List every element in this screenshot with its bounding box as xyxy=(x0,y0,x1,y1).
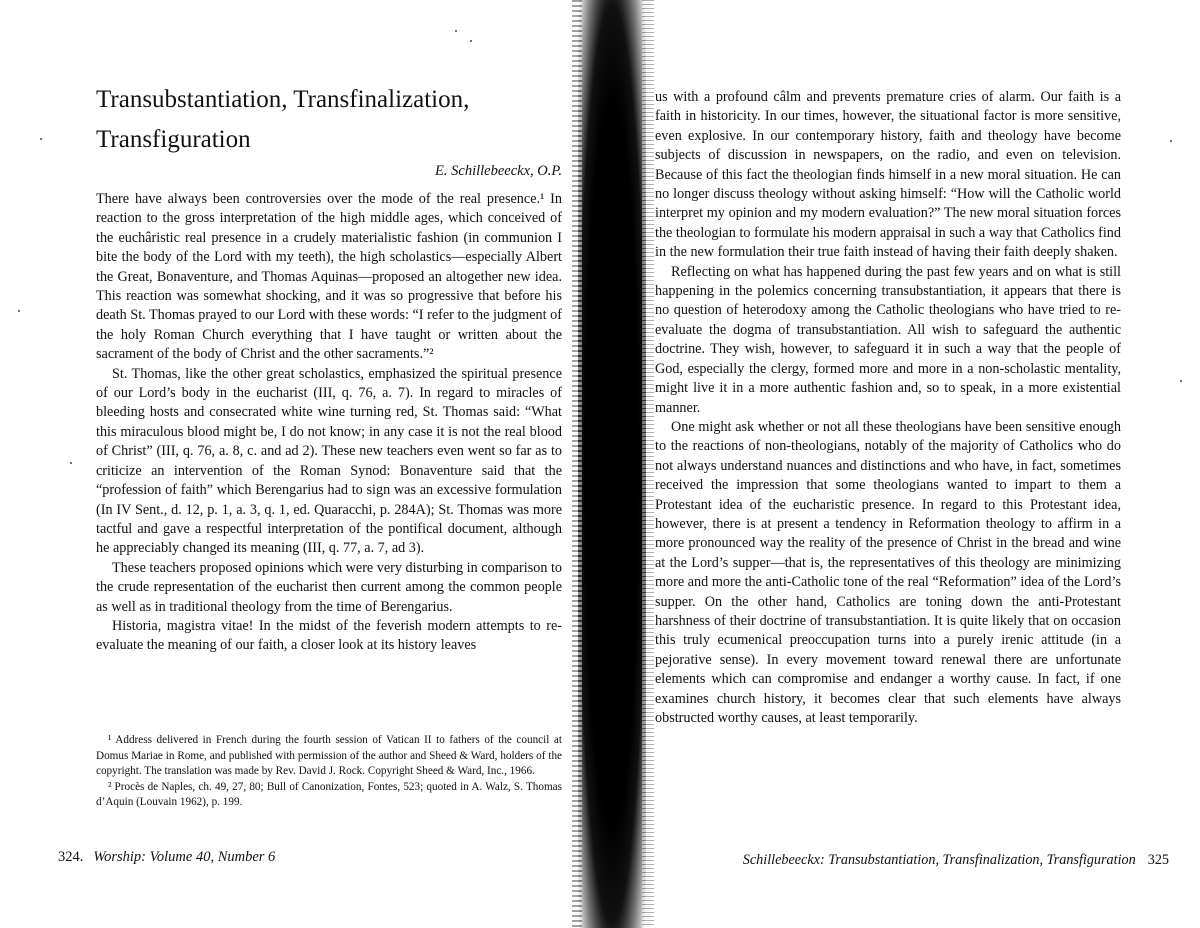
running-footer-left: Worship: Volume 40, Number 6 xyxy=(93,849,276,865)
paragraph: These teachers proposed opinions which were very disturbing in comparison to the crude representation of the eucharist then current among the common people as well as in traditional theology from the time of Berengarius. xyxy=(96,559,562,615)
right-page xyxy=(635,0,1200,928)
footnotes xyxy=(96,733,562,811)
title-line-1: Transubstantiation, Transfinalization, xyxy=(96,86,470,113)
left-body xyxy=(96,190,562,656)
scan-speck xyxy=(1180,380,1182,382)
scan-speck xyxy=(455,30,457,32)
running-footer-right: Schillebeeckx: Transubstantiation, Transfinalization, Transfiguration xyxy=(742,852,1136,868)
article-title xyxy=(96,80,556,160)
paragraph: One might ask whether or not all these theologians have been sensitive enough to the reactions of non-theologians, notably of the majority of Catholics who do not always understand nuances and distinctions and who have, in fact, sometimes received the impression that some theologians wanted to impart to them a Protestant idea of the eucharistic presence. In regard to this Protestant idea, however, there is at present a tendency in Reformation theology to affirm in a more pronounced way the reality of the presence of Christ in the bread and wine at the Lord’s supper—that is, the representatives of this theology are minimizing more and more the anti-Catholic tone of the real “Reformation” idea of the Lord’s supper. On the other hand, Catholics are toning down the anti-Protestant harshness of their doctrine of transubstantiation. It is quite likely that on occasion this truly ecumenical preoccupation turns into a purely irenic attitude (in a pejorative sense). In every movement toward renewal there are unfortunate elements which can compromise and endanger a worthy cause. In fact, if one examines church history, it becomes clear that such elements have always obstructed worthy causes, at least temporarily. xyxy=(655,418,1121,726)
left-footer xyxy=(58,849,458,866)
scan-speck xyxy=(40,138,42,140)
paragraph: St. Thomas, like the other great scholastics, emphasized the spiritual presence of our Lord’s body in the eucharist (III, q. 76, a. 7). In regard to miracles of bleeding hosts and consecrated white wine turning red, St. Thomas said: “What this miraculous blood might be, I do not know; in any case it is not the real blood of Christ” (III, q. 76, a. 8, c. and ad 2). These new teachers even went so far as to criticize an intervention of the Roman Synod: Bonaventure said that the “profession of faith” which Berengarius had to sign was an excessive formulation (In IV Sent., d. 12, p. 1, a. 3, q. 1, ed. Quaracchi, p. 284A); St. Thomas was more tactful and gave a respectful interpretation of the pontifical document, although he appreciably changed its meaning (III, q. 77, a. 7, ad 3). xyxy=(96,365,562,557)
right-footer xyxy=(679,852,1169,869)
scan-speck xyxy=(1170,140,1172,142)
paragraph: us with a profound câlm and prevents premature cries of alarm. Our faith is a faith in historicity. In our times, however, the situational factor is more sensitive, even explosive. In our contemporary history, faith and theology have become subjects of discussion in newspapers, on the radio, and even on television. Because of this fact the theologian finds himself in a new moral situation. He can no longer discuss theology without asking himself: “How will the Catholic world interpret my opinion and my modern evaluation?” The new moral situation forces the theologian to formulate his modern appraisal in such a way that Catholics find in the new formulation their true faith instead of having their faith deeply shaken. xyxy=(655,89,1121,261)
footnote-1: ¹ Address delivered in French during the fourth session of Vatican II to fathers of the council at Domus Mariae in Rome, and published with permission of the author and Sheed & Ward, holders of the copyright. The translation was made by Rev. David J. Rock. Copyright Sheed & Ward, Inc., 1966. xyxy=(96,734,562,777)
scan-speck xyxy=(18,310,20,312)
page-number-right: 325 xyxy=(1147,852,1169,868)
left-page xyxy=(0,0,580,928)
paragraph: Reflecting on what has happened during the past few years and on what is still happening in the polemics concerning transubstantiation, it appears that there is no question of heterodoxy among the Catholic theologians who have tried to re-evaluate the dogma of transubstantiation. All wish to safeguard the authentic doctrine. They wish, however, to safeguard it in such a way that the people of God, especially the clergy, formed more and more in a non-scholastic mentality, might live it in a more authentic fashion and, so to speak, in a more existential manner. xyxy=(655,263,1121,416)
paragraph: Historia, magistra vitae! In the midst of the feverish modern attempts to re-evaluate the meaning of our faith, a closer look at its history leaves xyxy=(96,617,562,654)
footnote-2: ² Procès de Naples, ch. 49, 27, 80; Bull of Canonization, Fontes, 523; quoted in A. Walz, S. Thomas d’Aquin (Louvain 1962), p. 199. xyxy=(96,780,562,808)
right-body xyxy=(655,88,1121,728)
scan-speck xyxy=(470,40,472,42)
author-byline: E. Schillebeeckx, O.P. xyxy=(435,163,562,179)
scan-speck xyxy=(70,462,72,464)
paragraph: There have always been controversies over the mode of the real presence.¹ In reaction to the gross interpretation of the high middle ages, which conceived of the euchâristic real presence in a crudely materialistic fashion (in communion I bite the body of the Lord with my teeth), the high scholastics—especially Albert the Great, Bonaventure, and Thomas Aquinas—proposed an altogether new idea. This reaction was somewhat shocking, and it was so progressive that before his death St. Thomas prayed to our Lord with these words: “I refer to the judgment of the holy Roman Church everything that I have taught or written about the sacrament of the body of Christ and the other sacraments.”² xyxy=(96,191,562,363)
page-number-left: 324. xyxy=(58,849,84,865)
title-line-2: Transfiguration xyxy=(96,126,251,153)
